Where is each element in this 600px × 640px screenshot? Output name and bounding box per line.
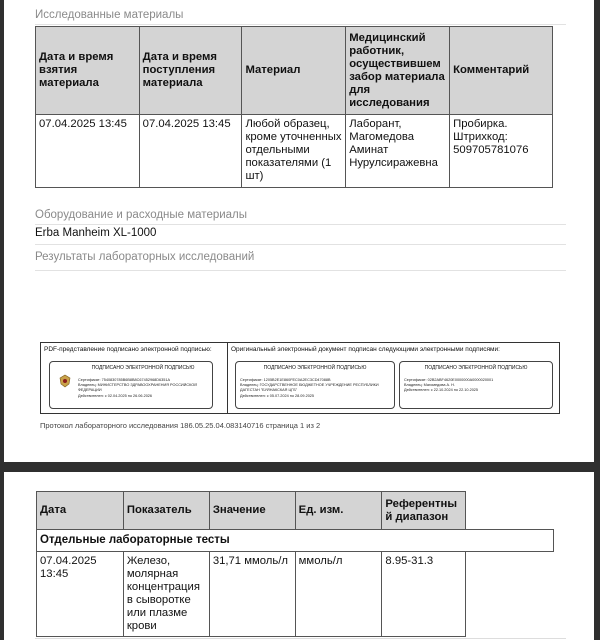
section-title-results: Результаты лабораторных исследований xyxy=(35,251,255,263)
coat-of-arms-icon xyxy=(58,374,72,388)
col-header-medical-worker: Медицинский работник, осуществившем забор материала для исследования xyxy=(346,27,450,115)
stamp-owner: Владелец: Магомедова А. Н. xyxy=(404,383,455,388)
table-row xyxy=(37,552,554,637)
document-page-1 xyxy=(4,0,594,462)
col-header-value: Значение xyxy=(209,492,295,530)
section-divider xyxy=(35,244,566,245)
stamp-certificate: Сертификат: 02B2ABF4620E0000000A0000020001 xyxy=(404,378,494,382)
stamp-title: ПОДПИСАНО ЭЛЕКТРОННОЙ ПОДПИСЬЮ xyxy=(91,365,195,371)
stamp-title: ПОДПИСАНО ЭЛЕКТРОННОЙ ПОДПИСЬЮ xyxy=(263,365,367,371)
cell-medical-worker: Лаборант, Магомедова Аминат Нурулсиражевна xyxy=(346,115,450,188)
cell-reference-range: 8.95-31.3 xyxy=(382,552,466,637)
cell-indicator: Железо, молярная концентрация в сыворотке или плазме крови xyxy=(123,552,209,637)
table-header-row xyxy=(36,27,553,115)
empty-cell xyxy=(466,552,554,637)
stamp-certificate: Сертификат: 1205B2E1E860FEC0A2EC3CD47088B xyxy=(240,378,331,382)
section-title-equipment: Оборудование и расходные материалы xyxy=(35,209,248,221)
original-signature-header: Оригинальный электронный документ подписан следующими электронными подписями: xyxy=(231,346,500,353)
stamp-owner-cont: ФЕДЕРАЦИИ xyxy=(78,388,102,393)
col-header-reference-range: Референтны й диапазон xyxy=(382,492,466,530)
signature-divider xyxy=(227,343,228,413)
col-header-comment: Комментарий xyxy=(450,27,553,115)
cell-value: 31,71 ммоль/л xyxy=(209,552,295,637)
table-row xyxy=(36,115,553,188)
cell-date: 07.04.2025 13:45 xyxy=(37,552,124,637)
stamp-title: ПОДПИСАНО ЭЛЕКТРОННОЙ ПОДПИСЬЮ xyxy=(424,365,528,371)
stamp-owner: Владелец: МИНИСТЕРСТВО ЗДРАВООХРАНЕНИЯ РОССИЙСКОЙ xyxy=(78,383,197,388)
materials-table xyxy=(35,26,553,188)
table-header-row xyxy=(37,492,554,530)
signature-stamp xyxy=(235,361,395,409)
section-title-materials: Исследованные материалы xyxy=(35,9,184,21)
table-group-row xyxy=(37,530,554,552)
signature-stamp xyxy=(49,361,213,409)
section-divider xyxy=(35,638,566,639)
stamp-validity: Действителен: с 05.07.2024 по 28.09.2025 xyxy=(240,393,315,398)
stamp-owner: Владелец: ГОСУДАРСТВЕННОЕ БЮДЖЕТНОЕ УЧРЕЖДЕНИЕ РЕСПУБЛИКИ xyxy=(240,383,379,388)
signature-block xyxy=(40,342,560,414)
col-header-receipt-date: Дата и время поступления материала xyxy=(139,27,242,115)
equipment-value: Erba Manheim XL-1000 xyxy=(35,227,157,239)
empty-header-cell xyxy=(466,492,554,530)
stamp-validity: Действителен: с 02.04.2025 по 26.06.2026 xyxy=(78,393,153,398)
section-divider xyxy=(35,224,566,225)
page-footer: Протокол лабораторного исследования 186.05.25.04.083140716 страница 1 из 2 xyxy=(40,421,321,430)
col-header-collection-date: Дата и время взятия материала xyxy=(36,27,140,115)
section-divider xyxy=(35,24,566,25)
cell-receipt-date: 07.04.2025 13:45 xyxy=(139,115,242,188)
stamp-owner-cont: ДАГЕСТАН "БУЙНАКСКАЯ ЦГБ" xyxy=(240,388,298,393)
col-header-material: Материал xyxy=(242,27,346,115)
col-header-unit: Ед. изм. xyxy=(295,492,382,530)
document-page-2 xyxy=(4,472,594,640)
section-divider xyxy=(35,270,566,271)
col-header-date: Дата xyxy=(37,492,124,530)
cell-collection-date: 07.04.2025 13:45 xyxy=(36,115,140,188)
stamp-certificate: Сертификат: 7540830785B6B8B8C67452968D6351A xyxy=(78,378,171,382)
signature-stamp xyxy=(399,361,553,409)
group-label: Отдельные лабораторные тесты xyxy=(37,530,554,552)
cell-comment: Пробирка. Штрихкод: 509705781076 xyxy=(450,115,553,188)
cell-unit: ммоль/л xyxy=(295,552,382,637)
results-table xyxy=(36,491,554,637)
cell-material: Любой образец, кроме уточненных отдельными показателями (1 шт) xyxy=(242,115,346,188)
pdf-signature-header: PDF-представление подписано электронной подписью: xyxy=(44,346,212,353)
stamp-validity: Действителен: с 22.10.2024 по 22.10.2025 xyxy=(404,388,479,393)
col-header-indicator: Показатель xyxy=(123,492,209,530)
